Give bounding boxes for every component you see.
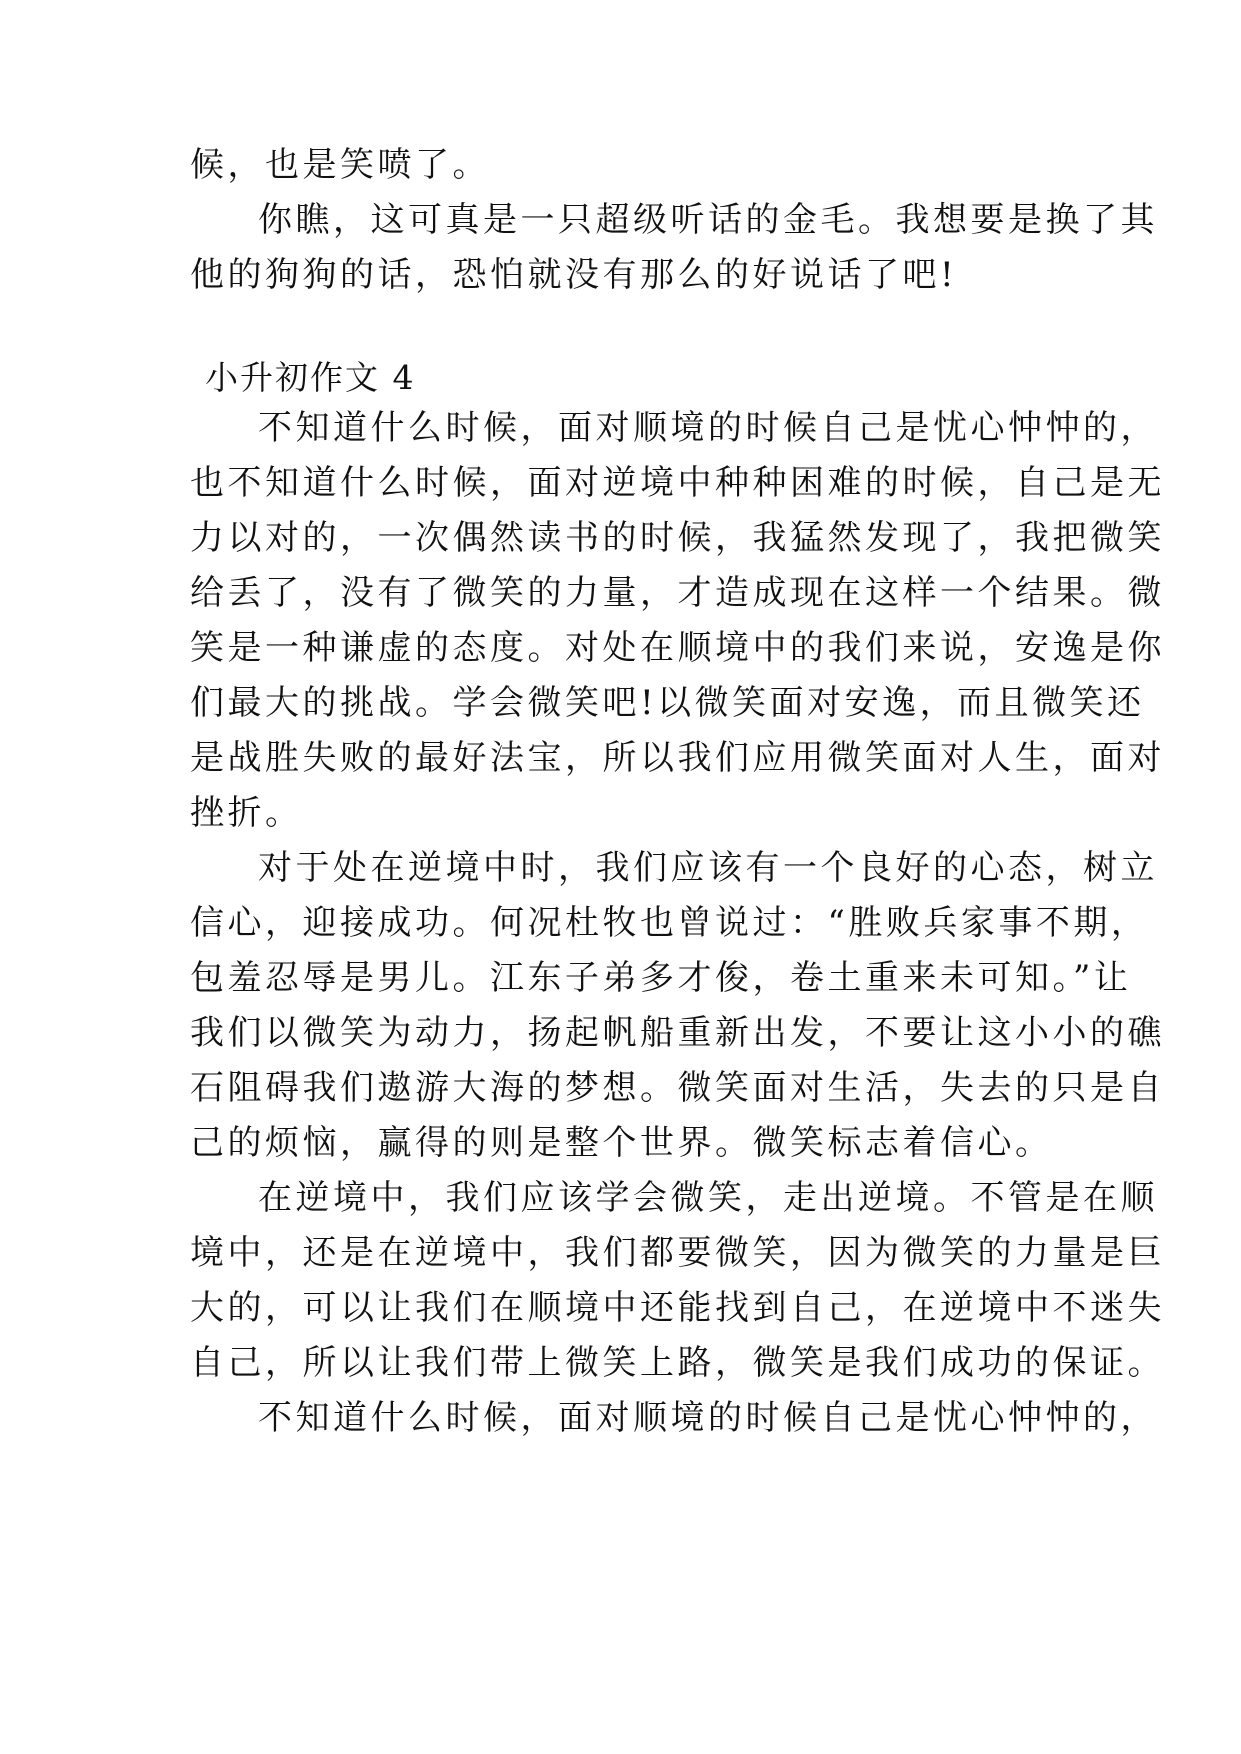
paragraph-start-line: 不知道什么时候，面对顺境的时候自己是忧心忡忡的， bbox=[258, 1398, 1158, 1438]
text-line: 自己，所以让我们带上微笑上路，微笑是我们成功的保证。 bbox=[190, 1343, 1165, 1383]
text-line: 境中，还是在逆境中，我们都要微笑，因为微笑的力量是巨 bbox=[190, 1233, 1165, 1273]
text-line: 我们以微笑为动力，扬起帆船重新出发，不要让这小小的礁 bbox=[190, 1013, 1165, 1053]
paragraph-start-line: 不知道什么时候，面对顺境的时候自己是忧心忡忡的， bbox=[258, 408, 1158, 448]
section-title: 小升初作文 4 bbox=[205, 358, 416, 397]
text-line: 包羞忍辱是男儿。江东子弟多才俊，卷土重来未可知。”让 bbox=[190, 958, 1132, 998]
text-line: 力以对的，一次偶然读书的时候，我猛然发现了，我把微笑 bbox=[190, 518, 1165, 558]
paragraph-start-line: 在逆境中，我们应该学会微笑，走出逆境。不管是在顺 bbox=[258, 1178, 1158, 1218]
text-line: 大的，可以让我们在顺境中还能找到自己，在逆境中不迷失 bbox=[190, 1288, 1165, 1328]
paragraph-start-line: 你瞧，这可真是一只超级听话的金毛。我想要是换了其 bbox=[258, 200, 1158, 240]
text-line: 是战胜失败的最好法宝，所以我们应用微笑面对人生，面对 bbox=[190, 738, 1165, 778]
text-line: 信心，迎接成功。何况杜牧也曾说过：“胜败兵家事不期， bbox=[190, 903, 1149, 943]
text-line: 石阻碍我们遨游大海的梦想。微笑面对生活，失去的只是自 bbox=[190, 1068, 1165, 1108]
text-line: 候，也是笑喷了。 bbox=[190, 145, 490, 185]
text-line: 们最大的挑战。学会微笑吧!以微笑面对安逸，而且微笑还 bbox=[190, 683, 1145, 723]
text-line: 挫折。 bbox=[190, 793, 303, 833]
paragraph-start-line: 对于处在逆境中时，我们应该有一个良好的心态，树立 bbox=[258, 848, 1158, 888]
text-line: 己的烦恼，赢得的则是整个世界。微笑标志着信心。 bbox=[190, 1123, 1053, 1163]
text-line: 给丢了，没有了微笑的力量，才造成现在这样一个结果。微 bbox=[190, 573, 1165, 613]
text-line: 也不知道什么时候，面对逆境中种种困难的时候，自己是无 bbox=[190, 463, 1165, 503]
text-line: 笑是一种谦虚的态度。对处在顺境中的我们来说，安逸是你 bbox=[190, 628, 1165, 668]
text-line: 他的狗狗的话，恐怕就没有那么的好说话了吧! bbox=[190, 255, 958, 295]
